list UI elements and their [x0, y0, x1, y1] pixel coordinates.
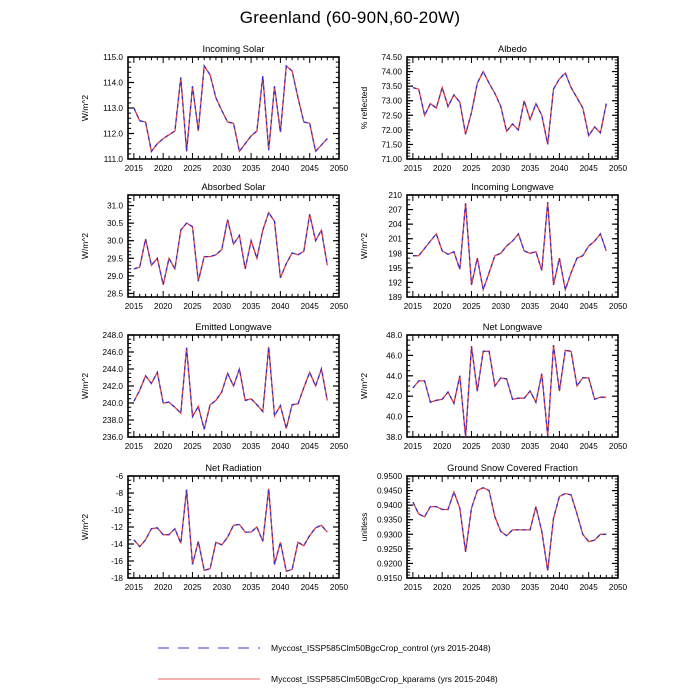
x-tick-label: 2040 — [271, 442, 290, 451]
x-tick-label: 2025 — [183, 302, 202, 311]
x-tick-label: 2030 — [212, 583, 231, 592]
series-line-kparams — [134, 347, 327, 429]
series-line-kparams — [413, 72, 606, 145]
legend-line-solid-icon — [156, 674, 262, 684]
y-axis-label: unitless — [359, 512, 369, 542]
x-tick-label: 2045 — [579, 583, 598, 592]
series-line-control — [134, 213, 327, 285]
x-tick-label: 2025 — [183, 583, 202, 592]
x-tick-label: 2020 — [433, 302, 452, 311]
legend-item-kparams — [156, 671, 498, 687]
y-tick-label: 0.9300 — [376, 530, 402, 540]
x-tick-label: 2050 — [608, 583, 628, 592]
y-tick-label: 31.0 — [107, 201, 123, 211]
y-tick-label: 74.00 — [381, 67, 402, 77]
x-tick-label: 2020 — [433, 164, 452, 173]
chart-ground-snow-covered-fraction — [329, 462, 642, 607]
chart-title: Incoming Solar — [202, 44, 265, 54]
x-tick-label: 2025 — [462, 302, 481, 311]
chart-title: Net Radiation — [205, 463, 262, 473]
chart-title: Absorbed Solar — [201, 182, 266, 192]
x-tick-label: 2045 — [300, 583, 319, 592]
x-tick-label: 2015 — [124, 164, 143, 173]
y-tick-label: 198 — [388, 249, 402, 259]
y-tick-label: 240.0 — [102, 399, 123, 408]
y-tick-label: 74.50 — [381, 53, 402, 62]
x-tick-label: 2030 — [491, 302, 510, 311]
series-line-control — [413, 345, 606, 437]
chart-incoming-longwave — [329, 181, 642, 326]
y-tick-label: 111.0 — [103, 155, 123, 164]
x-tick-label: 2040 — [550, 164, 569, 173]
x-tick-label: 2035 — [520, 583, 540, 592]
chart-absorbed-solar — [53, 181, 363, 326]
y-tick-label: 48.0 — [386, 331, 402, 340]
y-tick-label: 210 — [388, 191, 402, 200]
x-tick-label: 2025 — [183, 164, 202, 173]
chart-title: Emitted Longwave — [195, 322, 272, 332]
series-line-kparams — [134, 489, 327, 571]
x-tick-label: 2050 — [608, 164, 628, 173]
y-tick-label: 71.00 — [381, 155, 402, 164]
y-tick-label: 73.50 — [381, 82, 402, 92]
x-tick-label: 2030 — [491, 164, 510, 173]
y-tick-label: 0.9500 — [376, 472, 402, 481]
x-tick-label: 2035 — [520, 302, 540, 311]
y-tick-label: 238.0 — [102, 416, 123, 425]
y-tick-label: -6 — [115, 472, 123, 481]
legend-item-control — [156, 640, 498, 656]
x-tick-label: 2025 — [462, 442, 481, 451]
x-tick-label: 2035 — [241, 442, 261, 451]
plot-frame — [407, 57, 618, 159]
y-tick-label: 242.0 — [102, 382, 123, 391]
y-tick-label: -10 — [111, 506, 123, 515]
x-tick-label: 2015 — [403, 442, 422, 451]
y-tick-label: 115.0 — [103, 53, 123, 62]
x-tick-label: 2045 — [579, 302, 598, 311]
y-tick-label: 0.9150 — [376, 574, 402, 583]
y-tick-label: -18 — [111, 574, 123, 583]
y-tick-label: 42.0 — [386, 392, 402, 402]
x-tick-label: 2020 — [154, 442, 173, 451]
x-tick-label: 2035 — [520, 164, 540, 173]
series-line-kparams — [134, 213, 327, 285]
x-tick-label: 2025 — [183, 442, 202, 451]
x-tick-label: 2015 — [124, 583, 143, 592]
x-tick-label: 2035 — [241, 164, 261, 173]
plot-frame — [128, 195, 339, 297]
chart-net-radiation — [53, 462, 363, 607]
y-axis-label: W/m^2 — [359, 232, 369, 260]
legend-line-dashed-icon — [156, 643, 262, 653]
chart-emitted-longwave — [53, 321, 363, 466]
x-tick-label: 2050 — [608, 442, 628, 451]
y-tick-label: 73.00 — [381, 96, 402, 106]
x-tick-label: 2015 — [124, 302, 143, 311]
y-tick-label: 46.0 — [386, 351, 402, 361]
y-tick-label: 192 — [388, 278, 402, 288]
series-line-kparams — [413, 202, 606, 289]
series-line-kparams — [413, 488, 606, 571]
y-tick-label: 204 — [388, 220, 402, 230]
y-tick-label: -8 — [115, 489, 123, 498]
y-tick-label: 114.0 — [103, 78, 123, 88]
y-tick-label: 30.0 — [107, 236, 123, 246]
legend — [156, 640, 498, 700]
chart-title: Ground Snow Covered Fraction — [447, 463, 578, 473]
x-tick-label: 2040 — [550, 302, 569, 311]
plot-frame — [407, 335, 618, 437]
x-tick-label: 2045 — [579, 442, 598, 451]
x-tick-label: 2045 — [579, 164, 598, 173]
x-tick-label: 2030 — [491, 583, 510, 592]
x-tick-label: 2040 — [271, 164, 290, 173]
x-tick-label: 2020 — [154, 164, 173, 173]
legend-label-control: Myccost_ISSP585Clm50BgcCrop_control (yrs 2015-2048) — [271, 643, 491, 653]
x-tick-label: 2015 — [124, 442, 143, 451]
y-tick-label: 0.9250 — [376, 544, 402, 554]
x-tick-label: 2035 — [241, 583, 261, 592]
y-tick-label: 236.0 — [102, 433, 123, 442]
series-line-control — [134, 347, 327, 429]
y-tick-label: -12 — [111, 523, 123, 532]
chart-net-longwave — [329, 321, 642, 466]
x-tick-label: 2045 — [300, 302, 319, 311]
chart-albedo — [329, 43, 642, 188]
chart-title: Incoming Longwave — [471, 182, 554, 192]
y-tick-label: 195 — [388, 263, 402, 273]
x-tick-label: 2050 — [608, 302, 628, 311]
y-tick-label: -14 — [111, 540, 123, 549]
y-tick-label: 28.5 — [107, 289, 123, 299]
x-tick-label: 2030 — [212, 442, 231, 451]
x-tick-label: 2035 — [241, 302, 261, 311]
x-tick-label: 2040 — [271, 583, 290, 592]
series-line-kparams — [134, 66, 327, 151]
plot-frame — [128, 57, 339, 159]
x-tick-label: 2015 — [403, 583, 422, 592]
y-tick-label: 72.00 — [381, 125, 402, 135]
x-tick-label: 2015 — [403, 302, 422, 311]
y-tick-label: 207 — [388, 205, 402, 215]
x-tick-label: 2025 — [462, 164, 481, 173]
y-tick-label: 0.9400 — [376, 501, 402, 511]
y-tick-label: 201 — [388, 234, 402, 244]
y-tick-label: 0.9450 — [376, 486, 402, 496]
y-tick-label: 189 — [388, 293, 402, 302]
y-axis-label: W/m^2 — [80, 94, 90, 122]
y-tick-label: 244.0 — [102, 365, 123, 374]
x-tick-label: 2050 — [329, 442, 349, 451]
series-line-control — [413, 202, 606, 289]
plot-frame — [407, 476, 618, 578]
x-tick-label: 2020 — [154, 302, 173, 311]
x-tick-label: 2040 — [550, 442, 569, 451]
chart-incoming-solar — [53, 43, 363, 188]
series-line-control — [413, 488, 606, 571]
y-tick-label: 0.9350 — [376, 515, 402, 525]
x-tick-label: 2050 — [329, 164, 349, 173]
y-tick-label: -16 — [111, 557, 123, 566]
y-tick-label: 71.50 — [381, 140, 402, 150]
chart-title: Albedo — [498, 44, 527, 54]
y-axis-label: W/m^2 — [80, 372, 90, 400]
series-line-control — [413, 72, 606, 145]
x-tick-label: 2045 — [300, 442, 319, 451]
x-tick-label: 2050 — [329, 302, 349, 311]
y-tick-label: 246.0 — [102, 348, 123, 357]
y-axis-label: % reflected — [359, 86, 369, 130]
x-tick-label: 2035 — [520, 442, 540, 451]
x-tick-label: 2050 — [329, 583, 349, 592]
y-tick-label: 30.5 — [107, 219, 123, 229]
y-axis-label: W/m^2 — [80, 232, 90, 260]
x-tick-label: 2020 — [154, 583, 173, 592]
y-tick-label: 29.5 — [107, 254, 123, 264]
x-tick-label: 2030 — [212, 302, 231, 311]
x-tick-label: 2045 — [300, 164, 319, 173]
x-tick-label: 2020 — [433, 583, 452, 592]
y-axis-label: W/m^2 — [359, 372, 369, 400]
chart-title: Net Longwave — [482, 322, 543, 332]
x-tick-label: 2015 — [403, 164, 422, 173]
x-tick-label: 2040 — [550, 583, 569, 592]
plot-frame — [407, 195, 618, 297]
y-tick-label: 112.0 — [103, 129, 123, 139]
x-tick-label: 2020 — [433, 442, 452, 451]
x-tick-label: 2030 — [212, 164, 231, 173]
y-tick-label: 40.0 — [386, 412, 402, 422]
x-tick-label: 2025 — [462, 583, 481, 592]
y-axis-label: W/m^2 — [80, 513, 90, 541]
legend-label-kparams: Myccost_ISSP585Clm50BgcCrop_kparams (yrs 2015-2048) — [271, 674, 498, 684]
y-tick-label: 44.0 — [386, 371, 402, 381]
y-tick-label: 29.0 — [107, 271, 123, 281]
x-tick-label: 2040 — [271, 302, 290, 311]
y-tick-label: 0.9200 — [376, 559, 402, 569]
x-tick-label: 2030 — [491, 442, 510, 451]
y-tick-label: 38.0 — [386, 433, 402, 442]
y-tick-label: 113.0 — [103, 104, 123, 113]
page-title: Greenland (60-90N,60-20W) — [239, 8, 461, 27]
y-tick-label: 72.50 — [381, 111, 402, 121]
plot-frame — [128, 476, 339, 578]
y-tick-label: 248.0 — [102, 331, 123, 340]
